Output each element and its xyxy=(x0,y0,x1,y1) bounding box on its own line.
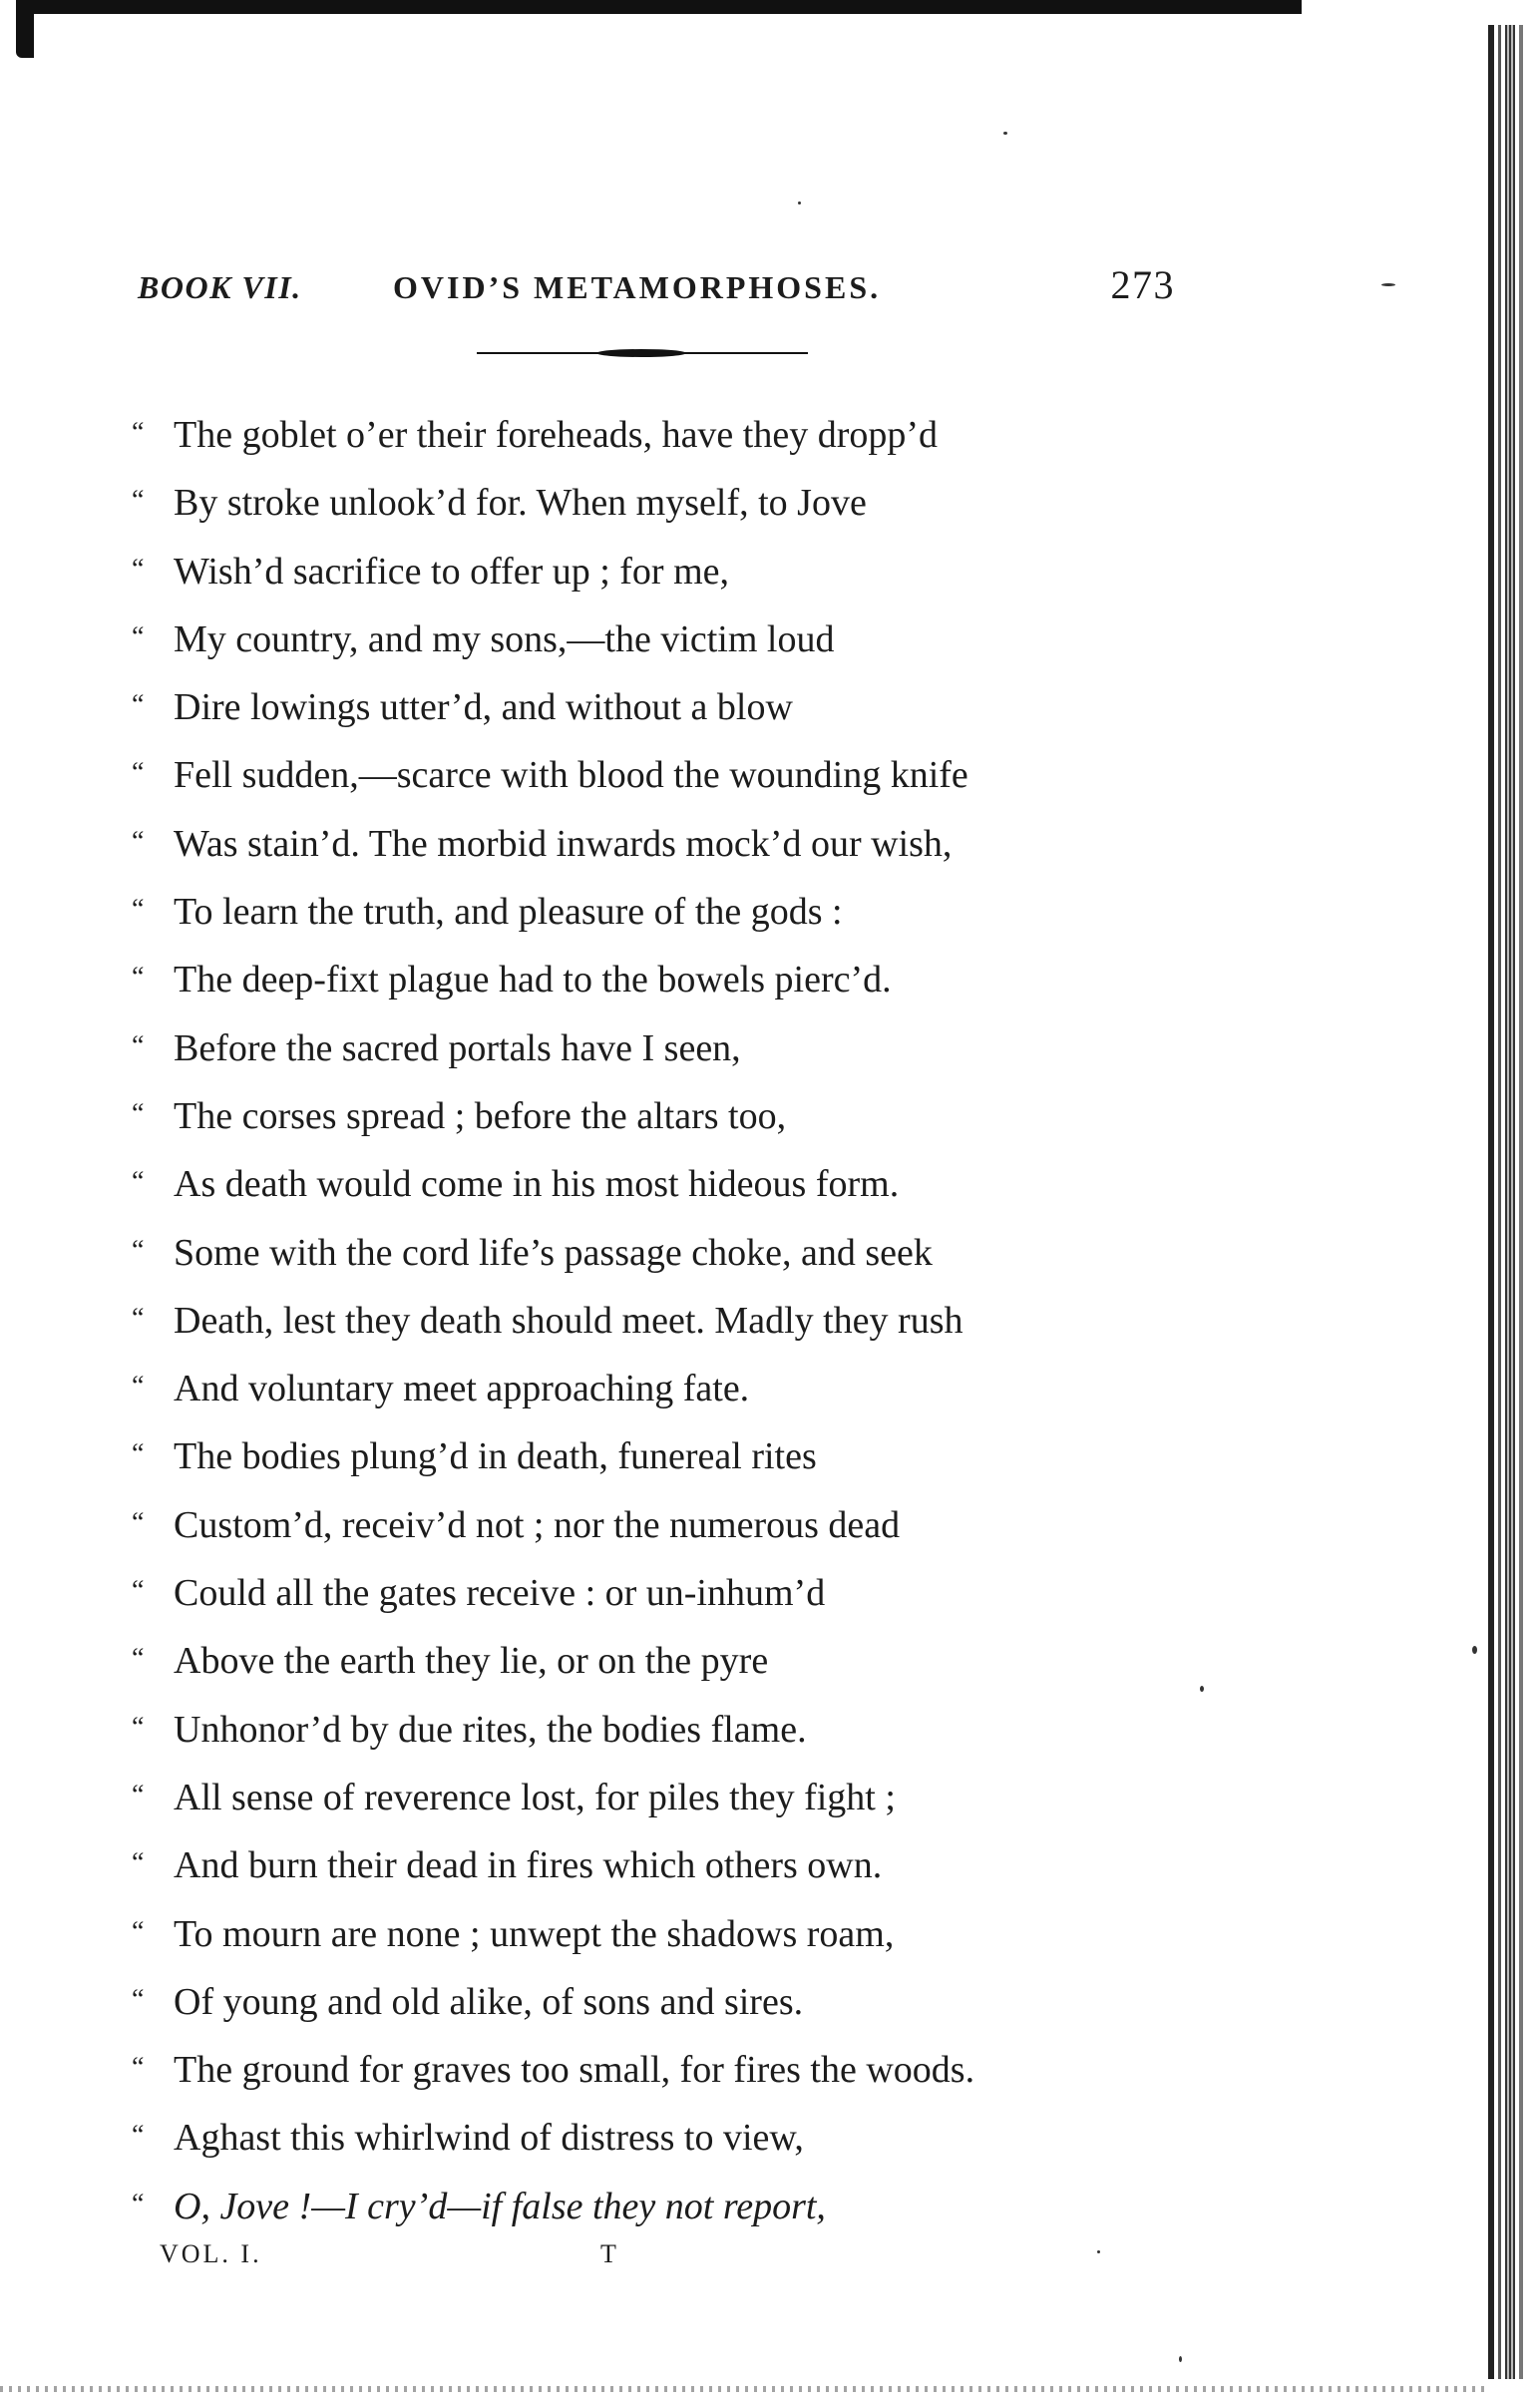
quotation-mark: “ xyxy=(132,1711,145,1743)
quotation-mark: “ xyxy=(132,825,145,857)
verse-line xyxy=(132,399,1189,467)
verse-line xyxy=(132,1285,1189,1353)
verse-line xyxy=(132,1012,1189,1080)
verse-line xyxy=(132,1762,1189,1829)
quotation-mark: “ xyxy=(132,1302,145,1334)
verse-text: Above the earth they lie, or on the pyre xyxy=(174,1640,769,1683)
quotation-mark: “ xyxy=(132,689,145,721)
verse-text: And burn their dead in fires which others own. xyxy=(174,1844,883,1887)
verse-text: Was stain’d. The morbid inwards mock’d our wish, xyxy=(174,822,953,865)
page-footer xyxy=(160,2239,758,2279)
bottom-edge xyxy=(0,2386,1486,2392)
page-number: 273 xyxy=(1110,262,1175,307)
speck xyxy=(1003,132,1007,135)
signature-mark: T xyxy=(600,2239,619,2268)
verse-line xyxy=(132,536,1189,603)
quotation-mark: “ xyxy=(132,2120,145,2152)
speck xyxy=(1097,2250,1100,2253)
verse-line xyxy=(132,944,1189,1011)
speck xyxy=(798,201,801,204)
speck xyxy=(1200,1686,1204,1692)
verse-text: Unhonor’d by due rites, the bodies flame. xyxy=(174,1708,807,1751)
quotation-mark: “ xyxy=(132,553,145,585)
verse-text: Could all the gates receive : or un-inhum’d xyxy=(174,1572,826,1615)
quotation-mark: “ xyxy=(132,1643,145,1675)
verse-line xyxy=(132,1898,1189,1966)
verse-line xyxy=(132,1489,1189,1557)
quotation-mark: “ xyxy=(132,757,145,789)
verse-text: All sense of reverence lost, for piles they fight ; xyxy=(174,1776,896,1818)
quotation-mark: “ xyxy=(132,894,145,926)
book-label: BOOK VII. xyxy=(138,269,302,305)
verse-text: The deep-fixt plague had to the bowels pierc’d. xyxy=(174,959,892,1002)
running-header xyxy=(138,261,1175,311)
quotation-mark: “ xyxy=(132,1438,145,1470)
quotation-mark: “ xyxy=(132,1847,145,1879)
verse-line xyxy=(132,1080,1189,1148)
speck xyxy=(1381,283,1395,286)
verse-line xyxy=(132,739,1189,807)
speck xyxy=(1179,2356,1182,2362)
verse-line xyxy=(132,1353,1189,1420)
quotation-mark: “ xyxy=(132,2052,145,2084)
verse-text: The goblet o’er their foreheads, have they dropp’d xyxy=(174,414,939,456)
verse-text: O, Jove !—I cry’d—if false they not report, xyxy=(174,2185,826,2227)
verse-line xyxy=(132,1966,1189,2034)
quotation-mark: “ xyxy=(132,1575,145,1607)
quotation-mark: “ xyxy=(132,1506,145,1538)
verse-line xyxy=(132,808,1189,876)
verse-line xyxy=(132,1694,1189,1762)
verse-text: The bodies plung’d in death, funereal rites xyxy=(174,1435,817,1478)
volume-label: VOL. I. xyxy=(160,2239,262,2268)
verse-text: To mourn are none ; unwept the shadows roam, xyxy=(174,1912,895,1955)
verse-line xyxy=(132,1420,1189,1488)
verse-text: Death, lest they death should meet. Madly they rush xyxy=(174,1299,963,1342)
verse-line xyxy=(132,2034,1189,2102)
verse-line xyxy=(132,2102,1189,2170)
verse-text: Custom’d, receiv’d not ; nor the numerous dead xyxy=(174,1503,901,1546)
verse-text: As death would come in his most hideous form. xyxy=(174,1163,900,1206)
speck xyxy=(1472,1646,1477,1654)
verse-text: And voluntary meet approaching fate. xyxy=(174,1368,750,1410)
work-title: OVID’S METAMORPHOSES. xyxy=(393,269,882,305)
verse-text: The corses spread ; before the altars too, xyxy=(174,1094,787,1137)
verse-text: Some with the cord life’s passage choke, and seek xyxy=(174,1231,933,1274)
verse-text: To learn the truth, and pleasure of the gods : xyxy=(174,891,843,934)
verse-text: Of young and old alike, of sons and sires. xyxy=(174,1980,804,2023)
verse-text: The ground for graves too small, for fires the woods. xyxy=(174,2049,975,2092)
corner-mark xyxy=(0,0,1302,60)
quotation-mark: “ xyxy=(132,1371,145,1403)
quotation-mark: “ xyxy=(132,1029,145,1061)
header-rule xyxy=(477,349,808,357)
quotation-mark: “ xyxy=(132,962,145,994)
verse-text: Dire lowings utter’d, and without a blow xyxy=(174,686,793,729)
corner-mark-post xyxy=(16,0,34,58)
verse-line xyxy=(132,2171,1189,2238)
corner-mark-bar xyxy=(16,0,1302,14)
verse-text: Before the sacred portals have I seen, xyxy=(174,1026,741,1069)
verse-line xyxy=(132,1217,1189,1285)
verse-text: Fell sudden,—scarce with blood the wounding knife xyxy=(174,754,968,797)
verse-line xyxy=(132,603,1189,671)
quotation-mark: “ xyxy=(132,1779,145,1810)
verse-block xyxy=(132,399,1189,2238)
verse-line xyxy=(132,671,1189,739)
binding-edge xyxy=(1488,25,1540,2379)
quotation-mark: “ xyxy=(132,620,145,652)
verse-line xyxy=(132,1557,1189,1625)
quotation-mark: “ xyxy=(132,1915,145,1947)
verse-line xyxy=(132,1829,1189,1897)
verse-text: By stroke unlook’d for. When myself, to Jove xyxy=(174,482,867,525)
quotation-mark: “ xyxy=(132,1166,145,1198)
verse-line xyxy=(132,1148,1189,1216)
quotation-mark: “ xyxy=(132,1234,145,1266)
verse-text: Aghast this whirlwind of distress to view, xyxy=(174,2117,804,2160)
quotation-mark: “ xyxy=(132,485,145,517)
quotation-mark: “ xyxy=(132,1097,145,1129)
quotation-mark: “ xyxy=(132,2188,145,2219)
verse-text: Wish’d sacrifice to offer up ; for me, xyxy=(174,550,730,593)
verse-line xyxy=(132,876,1189,944)
quotation-mark: “ xyxy=(132,1983,145,2015)
verse-line xyxy=(132,467,1189,535)
verse-line xyxy=(132,1625,1189,1693)
quotation-mark: “ xyxy=(132,417,145,448)
verse-text: My country, and my sons,—the victim loud xyxy=(174,617,835,660)
